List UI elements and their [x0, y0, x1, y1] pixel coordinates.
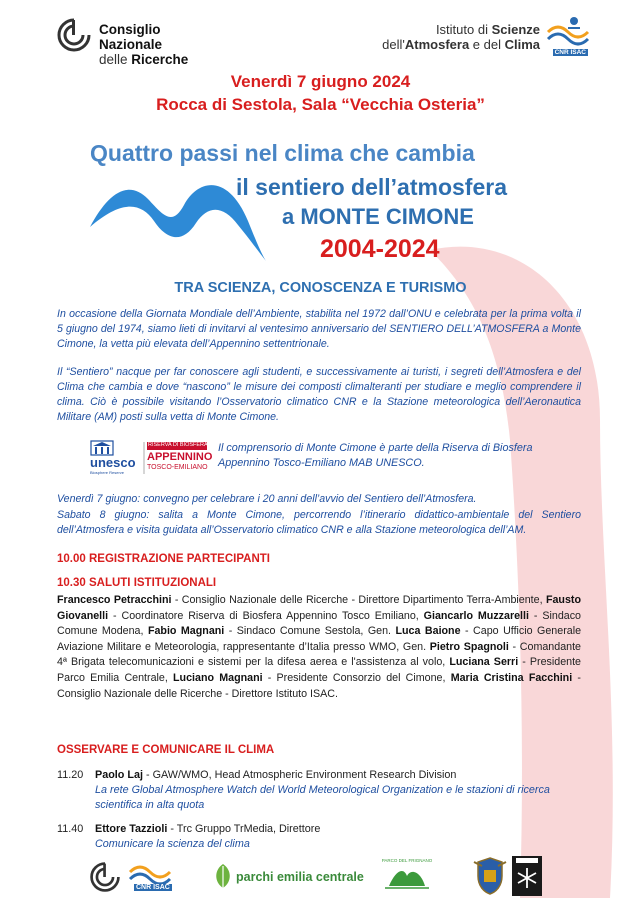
day1-text: Venerdì 7 giugno: convegno per celebrare i 20 anni dell’avvio del Sentiero dell’Atmosfera. — [57, 493, 477, 505]
isac-line2d: Clima — [504, 37, 540, 52]
unesco-logo — [90, 440, 213, 476]
speaker-role: - Consiglio Nazionale delle Ricerche - Direttore Istituto ISAC. — [57, 671, 581, 700]
cnr-logo — [55, 16, 225, 67]
title-years: 2004-2024 — [320, 235, 440, 263]
speaker-name: Fausto Giovanelli — [57, 594, 581, 622]
greetings-heading: 10.30 SALUTI ISTITUZIONALI — [57, 577, 217, 589]
speaker-name: Fabio Magnani — [147, 625, 225, 638]
footer-cnr-icon — [88, 860, 122, 894]
cnr-name-line1: Consiglio Nazionale — [99, 22, 163, 52]
military-crest-logo — [472, 856, 508, 896]
registration-heading: 10.00 REGISTRAZIONE PARTECIPANTI — [57, 553, 270, 565]
speaker-role: - Sindaco Comune Modena, — [57, 609, 581, 638]
session-heading: OSSERVARE E COMUNICARE IL CLIMA — [57, 744, 275, 756]
speaker-role: - Coordinatore Riserva di Biosfera Appennino Tosco Emiliano, — [108, 609, 424, 622]
isac-badge-text: CNR ISAC — [554, 49, 586, 56]
speakers-list — [57, 593, 581, 702]
subtitle: TRA SCIENZA, CONOSCENZA E TURISMO — [174, 280, 467, 296]
title-line2: il sentiero dell’atmosfera — [236, 174, 507, 200]
snowflake-icon — [512, 856, 542, 896]
speaker-role: - Capo Ufficio Generale Aviazione Militare e Meteorologia, rappresentante d’Italia presso WMO, Gen. — [57, 625, 582, 653]
intro-paragraph-1: In occasione della Giornata Mondiale dell’Ambiente, stabilita nel 1972 dall’ONU e celebrata per la prima volta il 5 giugno del 1974, siamo lieti di invitarvi al ventesimo anniversario del SENTIERO DELL’ATMOSFERA a Monte Cimone, la vetta più elevata dell’Appennino settentrionale. — [57, 308, 581, 350]
cnr-name-line2b: Ricerche — [131, 52, 189, 67]
talk-speaker: Ettore Tazzioli — [95, 823, 168, 835]
unesco-biosphere-label: Biosphere Reserve — [90, 470, 125, 475]
talk-description: Comunicare la scienza del clima — [95, 838, 250, 850]
footer-isac-badge: CNR ISAC — [136, 884, 170, 891]
talk-item — [57, 822, 581, 854]
footer-isac-icon — [128, 860, 172, 886]
meteo-service-logo — [512, 856, 542, 896]
isac-mark-icon — [544, 12, 590, 58]
talk-time: 11.20 — [57, 769, 84, 781]
isac-line1b: Scienze — [491, 22, 540, 37]
speaker-name: Pietro Spagnoli — [429, 640, 509, 653]
speaker-name: Luciana Serri — [449, 656, 519, 669]
day2-text: Sabato 8 giugno: salita a Monte Cimone, percorrendo l’itinerario didattico-ambientale del Sentiero dell’Atmosfera e visita guidata all’Osservatorio climatico CNR e alla Stazione meteorologica dell’AM. — [57, 509, 581, 536]
speaker-name: Maria Cristina Facchini — [450, 671, 573, 684]
cnr-mark-icon — [55, 16, 93, 54]
reserve-region: TOSCO-EMILIANO — [147, 464, 208, 471]
event-date: Venerdì 7 giugno 2024 — [230, 72, 411, 91]
pec-wordmark: parchi emilia centrale — [236, 870, 364, 884]
talk-time: 11.40 — [57, 823, 84, 835]
speaker-name: Luca Baione — [395, 625, 461, 638]
isac-line2c: e del — [469, 37, 505, 52]
talk-role: - GAW/WMO, Head Atmospheric Environment Research Division — [143, 769, 457, 781]
unesco-note: Il comprensorio di Monte Cimone è parte della Riserva di Biosfera Appennino Tosco-Emiliano MAB UNESCO. — [218, 442, 533, 469]
parchi-emilia-centrale-logo — [212, 862, 372, 892]
speaker-name: Francesco Petracchini — [57, 594, 172, 606]
isac-logo — [360, 12, 590, 60]
speaker-role: - Consiglio Nazionale delle Ricerche - Direttore Dipartimento Terra-Ambiente, — [171, 594, 546, 606]
talk-speaker: Paolo Laj — [95, 769, 143, 781]
title-line1: Quattro passi nel clima che cambia — [90, 140, 475, 166]
cnr-name-line2a: delle — [99, 52, 132, 67]
reserve-name: APPENNINO — [147, 451, 213, 463]
intro-paragraph-2: Il “Sentiero” nacque per far conoscere agli studenti, e successivamente ai turisti, i segreti dell’Atmosfera e del Clima che cambia e dove “nascono” le misure dei composti climalteranti per studiare e meglio comprendere il clima. Ciò è possibile visitando l’Osservatorio climatico CNR e la Stazione meteorologica dell’Aeronautica Militare (AM) posti sulla vetta di Monte Cimone. — [57, 366, 581, 423]
leaf-icon — [212, 862, 234, 890]
speaker-role: - Sindaco Comune Sestola, Gen. — [224, 625, 396, 638]
talk-item — [57, 768, 581, 816]
title-line3: a MONTE CIMONE — [282, 204, 474, 229]
speaker-name: Giancarlo Muzzarelli — [423, 609, 529, 622]
park-label: PARCO DEL FRIGNANO — [381, 858, 433, 863]
parco-frignano-logo — [381, 858, 433, 896]
footer-cnr-isac-logo — [88, 860, 178, 894]
event-venue: Rocca di Sestola, Sala “Vecchia Osteria” — [156, 95, 485, 114]
isac-line2a: dell' — [382, 37, 405, 52]
reserve-tag: RISERVA DI BIOSFERA — [148, 442, 208, 448]
speaker-name: Luciano Magnani — [173, 671, 263, 684]
isac-line1a: Istituto di — [435, 22, 492, 37]
park-emblem-icon — [381, 858, 433, 896]
speaker-role: - Comandante 4ª Brigata telecomunicazioni e sistemi per la difesa aerea e l'assistenza al volo, — [57, 640, 581, 669]
unesco-wordmark: unesco — [90, 455, 136, 470]
talk-role: - Trc Gruppo TrMedia, Direttore — [167, 823, 321, 835]
speaker-role: - Presidente Parco Emilia Centrale, — [57, 656, 581, 684]
crest-shield-icon — [472, 856, 508, 896]
talk-description: La rete Global Atmosphere Watch del World Meteorological Organization e le stazioni di ricerca scientifica in alta quota — [95, 784, 550, 811]
isac-line2b: Atmosfera — [404, 37, 470, 52]
speaker-role: - Presidente Consorzio del Cimone, — [262, 671, 451, 684]
